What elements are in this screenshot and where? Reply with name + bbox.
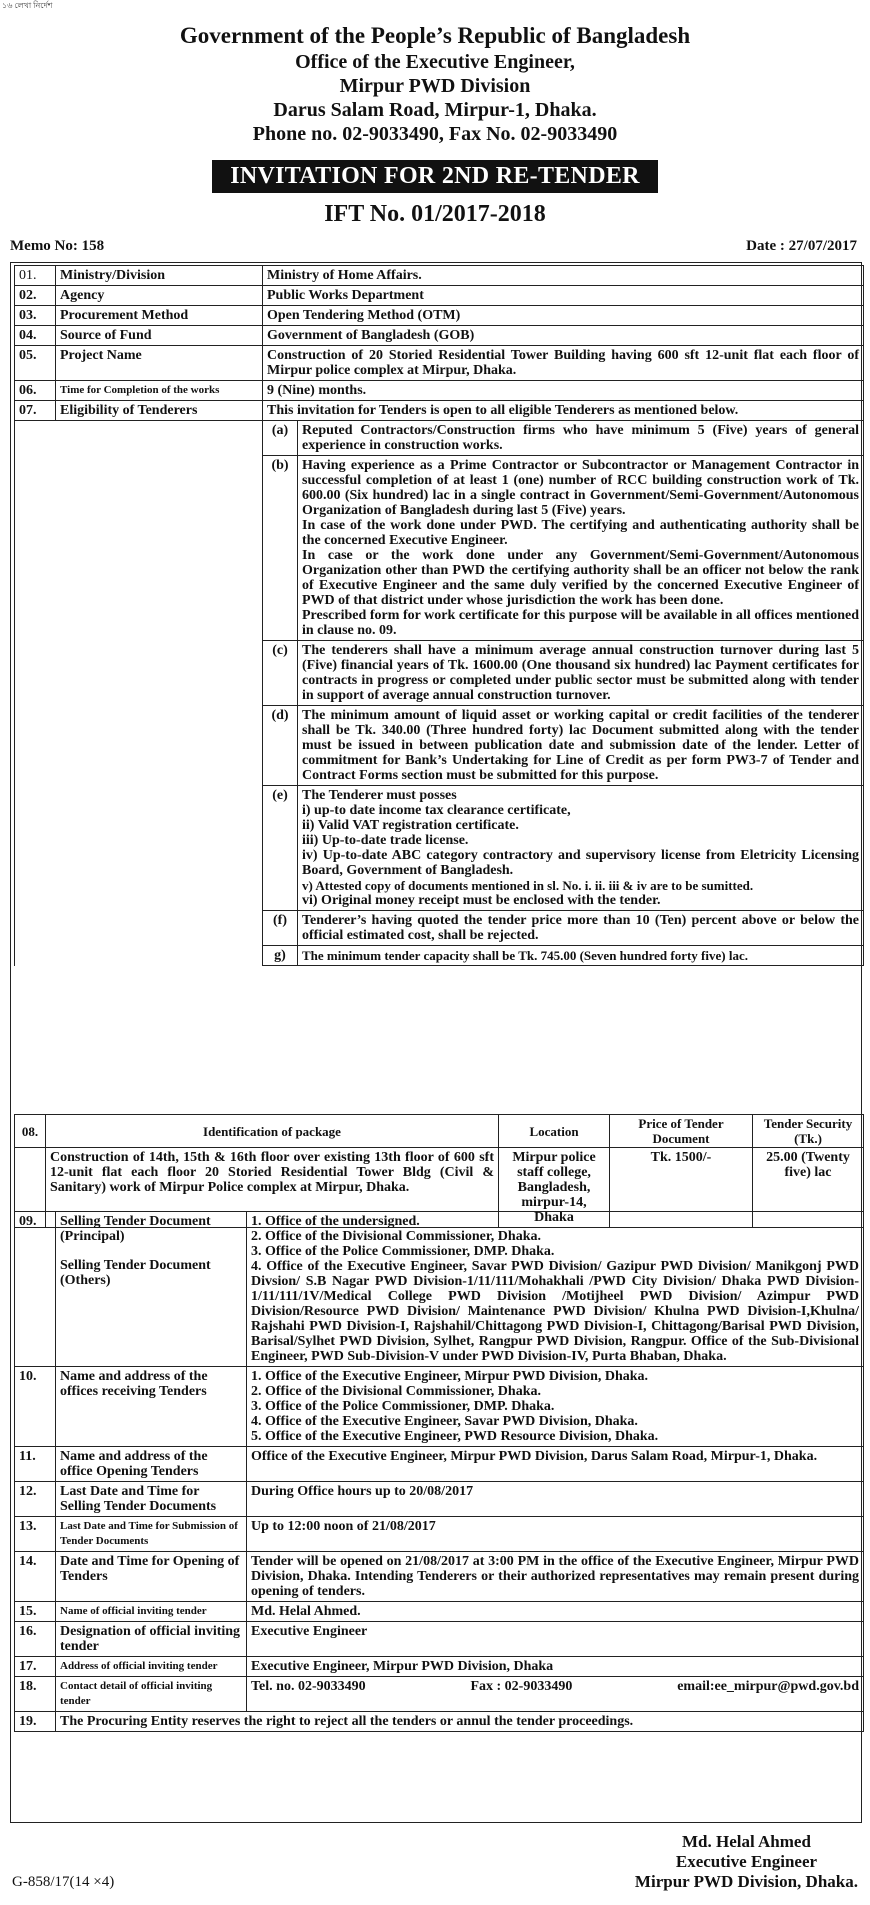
header-identification: Identification of package [46, 1115, 499, 1148]
row-value: Tender will be opened on 21/08/2017 at 3:00 PM in the office of the Executive Engineer, Mirpur PWD Division, Dhaka. Intending Tenderers or their authorized representatives may remain present during opening of tenders. [247, 1552, 864, 1602]
row-number: 07. [15, 401, 56, 421]
office-address: Darus Salam Road, Mirpur-1, Dhaka. [273, 99, 597, 121]
row-number: 14. [15, 1552, 56, 1602]
eligibility-extra: iv) Up-to-date ABC category contractory and supervisory license from Eletricity Licensing Board, Government of Bangladesh. [302, 848, 859, 878]
selling-principal-label: Selling Tender Document (Principal) [60, 1214, 211, 1244]
eligibility-text: The minimum amount of liquid asset or working capital or credit facilities of the tenderer shall be Tk. 340.00 (Three hundred forty) lac Document submitted along with the tender must be issued in between publication date and submission date of the lender. Letter of commitment for Bank’s Undertaking for Line of Credit as per form PW3-7 of Tender and Contract Forms section must be submitted for this purpose. [298, 706, 864, 786]
procedure-table [14, 1211, 864, 1732]
table-header-row [15, 1115, 864, 1148]
row-label: Contact detail of official inviting tender [56, 1677, 247, 1712]
selling-item: 4. Office of the Executive Engineer, Savar PWD Division/ Gazipur PWD Division/ Manikgonj PWD Divsion/ S.B Nagar PWD Division-1/11/111/Mohakhali /PWD City Division/ Dhaka PWD Division- 1/11/111/1V/Medical College PWD Division /Motijheel PWD Division/ Azimpur PWD Division/Resource PWD Division/ Maintenance PWD Division/ Khulna PWD Division-I,Khulna/ Rajshahi PWD Division-I, Rajshahil/Chittagong PWD Division-I, Chittagong/Barisal PWD Division, Barisal/Sylhet PWD Division, Sylhet, Rangpur PWD Division, Rangpur. Office of the Sub-Divisional Engineer, PWD Sub-Division-V under PWD Division-IV, Purta Bhaban, Dhaka. [251, 1259, 859, 1364]
row-value [247, 1212, 864, 1367]
eligibility-main: The Tenderer must posses [302, 788, 457, 803]
eligibility-extra: ii) Valid VAT registration certificate. [302, 818, 519, 833]
table-row [15, 266, 864, 286]
row-value: This invitation for Tenders is open to all eligible Tenderers as mentioned below. [263, 401, 864, 421]
signatory-name: Md. Helal Ahmed [682, 1832, 811, 1851]
eligibility-key: (e) [263, 786, 298, 911]
reserve-statement: The Procuring Entity reserves the right to reject all the tenders or annul the tender proceedings. [56, 1712, 864, 1732]
package-location: Mirpur police staff college, Bangladesh, mirpur-14, Dhaka [499, 1148, 610, 1228]
row-label: Name and address of the office Opening Tenders [56, 1447, 247, 1482]
package-price: Tk. 1500/- [610, 1148, 753, 1228]
memo-row [10, 236, 860, 260]
row-number: 01. [15, 266, 56, 286]
banner-wrap [0, 160, 870, 193]
memo-date: Date : 27/07/2017 [746, 238, 857, 254]
contact-phone: Tel. no. 02-9033490 [251, 1679, 366, 1694]
row-label: Name and address of the offices receiving Tenders [56, 1367, 247, 1447]
row-value: 9 (Nine) months. [263, 381, 864, 401]
table-row [15, 1712, 864, 1732]
eligibility-row [15, 421, 864, 456]
selling-others-label: Selling Tender Document (Others) [60, 1258, 211, 1288]
row-value: Ministry of Home Affairs. [263, 266, 864, 286]
receiving-item: 1. Office of the Executive Engineer, Mirpur PWD Division, Dhaka. [251, 1369, 649, 1384]
eligibility-spacer [15, 421, 263, 966]
package-number: 08. [15, 1115, 46, 1148]
division-title: Mirpur PWD Division [339, 75, 531, 97]
row-value [247, 1367, 864, 1447]
row-label: Last Date and Time for Selling Tender Documents [56, 1482, 247, 1517]
signature-block [635, 1832, 858, 1892]
package-identification: Construction of 14th, 15th & 16th floor over existing 13th floor of 600 sft 12-unit flat each floor 20 Storied Residential Tower Bldg (Civil & Sanitary) work of Mirpur Police complex at Mirpur, Dhaka. [46, 1148, 499, 1228]
row-value: Construction of 20 Storied Residential Tower Building having 600 sft 12-unit flat each floor of Mirpur police complex at Mirpur, Dhaka. [263, 346, 864, 381]
eligibility-extra: In case or the work done under any Government/Semi-Government/Autonomous Organization other than PWD the certifying authority shall be an officer not below the rank of Executive Engineer and the same duly verified by the concerned Executive Engineer of PWD of that district under whose jurisdiction the work has been done. [302, 548, 859, 608]
row-number: 12. [15, 1482, 56, 1517]
eligibility-extra: i) up-to date income tax clearance certificate, [302, 803, 571, 818]
row-label: Procurement Method [56, 306, 263, 326]
header-price: Price of Tender Document [610, 1115, 753, 1148]
office-title: Office of the Executive Engineer, [295, 51, 575, 73]
tender-frame [10, 262, 862, 1823]
row-value: Md. Helal Ahmed. [247, 1602, 864, 1622]
row-number: 18. [15, 1677, 56, 1712]
receiving-item: 5. Office of the Executive Engineer, PWD Resource Division, Dhaka. [251, 1429, 659, 1444]
row-number: 02. [15, 286, 56, 306]
row-label: Address of official inviting tender [56, 1657, 247, 1677]
row-label: Eligibility of Tenderers [56, 401, 263, 421]
memo-number: Memo No: 158 [10, 238, 105, 254]
eligibility-main: Having experience as a Prime Contractor or Subcontractor or Management Contractor in successful completion of at least 1 (one) number of RCC building construction work of Tk. 600.00 (Six hundred) lac in a single contract in Government/Semi-Government/Autonomous Organization of Bangladesh during last 5 (Five) years. [302, 458, 859, 518]
row-value: Executive Engineer, Mirpur PWD Division, Dhaka [247, 1657, 864, 1677]
eligibility-extra: v) Attested copy of documents mentioned in sl. No. i. ii. iii & iv are to be sumitted. [302, 878, 754, 893]
row-number: 11. [15, 1447, 56, 1482]
row-label: Time for Completion of the works [56, 381, 263, 401]
table-row [15, 1622, 864, 1657]
receiving-item: 3. Office of the Police Commissioner, DMP. Dhaka. [251, 1399, 555, 1414]
eligibility-text [298, 456, 864, 641]
eligibility-key: g) [263, 946, 298, 966]
contact-fax: Fax : 02-9033490 [470, 1679, 573, 1694]
row-value: Open Tendering Method (OTM) [263, 306, 864, 326]
eligibility-extra: In case of the work done under PWD. The certifying and authenticating authority shall be the concerned Executive Engineer. [302, 518, 859, 548]
row-number: 10. [15, 1367, 56, 1447]
receiving-item: 2. Office of the Divisional Commissioner, Dhaka. [251, 1384, 541, 1399]
row-number: 17. [15, 1657, 56, 1677]
eligibility-text [298, 786, 864, 911]
ift-number: IFT No. 01/2017-2018 [324, 201, 546, 227]
table-row [15, 1212, 864, 1367]
letterhead [0, 0, 870, 146]
table-row [15, 1677, 864, 1712]
selling-item: 1. Office of the undersigned. [251, 1214, 420, 1229]
tender-banner: INVITATION FOR 2ND RE-TENDER [212, 160, 658, 193]
row-number: 03. [15, 306, 56, 326]
row-number: 15. [15, 1602, 56, 1622]
government-title: Government of the People’s Republic of Bangladesh [179, 23, 691, 48]
row-label: Name of official inviting tender [56, 1602, 247, 1622]
row-value: Office of the Executive Engineer, Mirpur PWD Division, Darus Salam Road, Mirpur-1, Dhaka. [247, 1447, 864, 1482]
table-row [15, 306, 864, 326]
row-number: 16. [15, 1622, 56, 1657]
corner-mark: ১৬ লেখা নির্দেশ [2, 1, 53, 10]
eligibility-extra: iii) Up-to-date trade license. [302, 833, 469, 848]
row-value: Public Works Department [263, 286, 864, 306]
table-row [15, 1482, 864, 1517]
table-row [15, 326, 864, 346]
table-row [15, 1657, 864, 1677]
row-number: 05. [15, 346, 56, 381]
row-label: Project Name [56, 346, 263, 381]
table-row [15, 346, 864, 381]
row-number: 19. [15, 1712, 56, 1732]
eligibility-key: (f) [263, 911, 298, 946]
eligibility-key: (b) [263, 456, 298, 641]
contact-details [251, 1679, 859, 1694]
row-number: 06. [15, 381, 56, 401]
selling-item: 2. Office of the Divisional Commissioner, Dhaka. [251, 1229, 541, 1244]
signatory-title: Executive Engineer [675, 1852, 818, 1871]
selling-item: 3. Office of the Police Commissioner, DMP. Dhaka. [251, 1244, 555, 1259]
row-number: 04. [15, 326, 56, 346]
eligibility-extra: Prescribed form for work certificate for this purpose will be available in all offices mentioned in clause no. 09. [302, 608, 859, 638]
eligibility-key: (d) [263, 706, 298, 786]
header-security: Tender Security (Tk.) [753, 1115, 864, 1148]
eligibility-text: The tenderers shall have a minimum average annual construction turnover during last 5 (Five) financial years of Tk. 1600.00 (One thousand six hundred) lac Payment certificates for contracts in progress or completed under public sector must be submitted along with tender in support of average annual construction turnover. [298, 641, 864, 706]
row-value: Executive Engineer [247, 1622, 864, 1657]
contact-email: email:ee_mirpur@pwd.gov.bd [677, 1679, 859, 1694]
row-label: Source of Fund [56, 326, 263, 346]
eligibility-key: (c) [263, 641, 298, 706]
signatory-office: Mirpur PWD Division, Dhaka. [634, 1872, 858, 1891]
row-label [56, 1212, 247, 1367]
row-number: 09. [15, 1212, 56, 1367]
general-info-table [14, 265, 864, 966]
table-row [15, 1602, 864, 1622]
receiving-item: 4. Office of the Executive Engineer, Savar PWD Division, Dhaka. [251, 1414, 638, 1429]
row-value: Government of Bangladesh (GOB) [263, 326, 864, 346]
table-row [15, 1552, 864, 1602]
table-row [15, 286, 864, 306]
row-label: Date and Time for Opening of Tenders [56, 1552, 247, 1602]
eligibility-text: The minimum tender capacity shall be Tk. 745.00 (Seven hundred forty five) lac. [298, 946, 864, 966]
eligibility-text: Tenderer’s having quoted the tender price more than 10 (Ten) percent above or below the official estimated cost, shall be rejected. [298, 911, 864, 946]
row-label: Agency [56, 286, 263, 306]
row-label: Designation of official inviting tender [56, 1622, 247, 1657]
table-row [15, 381, 864, 401]
row-label: Ministry/Division [56, 266, 263, 286]
eligibility-key: (a) [263, 421, 298, 456]
table-row [15, 1447, 864, 1482]
row-value [247, 1677, 864, 1712]
table-row [15, 1367, 864, 1447]
gazette-code: G-858/17(14 ×4) [12, 1874, 115, 1890]
table-row [15, 1517, 864, 1552]
row-number: 13. [15, 1517, 56, 1552]
row-label: Last Date and Time for Submission of Tender Documents [56, 1517, 247, 1552]
office-phone: Phone no. 02-9033490, Fax No. 02-9033490 [252, 123, 618, 145]
eligibility-text: Reputed Contractors/Construction firms who have minimum 5 (Five) years of general experience in construction works. [298, 421, 864, 456]
eligibility-extra: vi) Original money receipt must be enclosed with the tender. [302, 893, 661, 908]
package-security: 25.00 (Twenty five) lac [753, 1148, 864, 1228]
row-value: Up to 12:00 noon of 21/08/2017 [247, 1517, 864, 1552]
row-value: During Office hours up to 20/08/2017 [247, 1482, 864, 1517]
header-location: Location [499, 1115, 610, 1148]
table-row [15, 401, 864, 421]
